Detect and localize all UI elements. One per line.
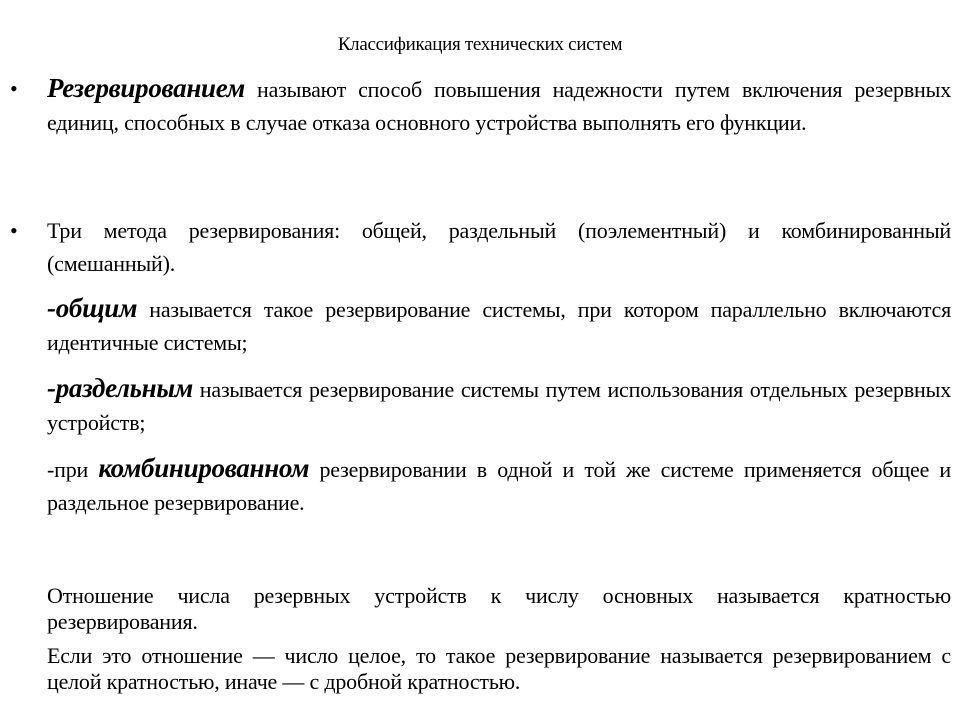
paragraph-multiplicity: Отношение числа резервных устройств к числу основных называется кратностью резервирования. (47, 583, 951, 634)
term-general: -общим (47, 293, 138, 323)
slide-title: Классификация технических систем (337, 34, 623, 55)
term-reservation: Резервированием (47, 73, 245, 103)
separate-text: называется резервирование системы путем использования отдельных резервных устройств; (47, 377, 951, 435)
paragraph-definition (47, 72, 951, 139)
combined-prefix: -при (47, 457, 99, 482)
paragraph-combined (47, 452, 951, 519)
general-text: называется такое резервирование системы, при котором параллельно включаются идентичные системы; (47, 297, 951, 355)
paragraph-separate (47, 372, 951, 439)
combined-text: резервировании в одной и той же системе применяется общее и раздельное резервирование. (47, 457, 951, 515)
bullet-icon: • (10, 76, 18, 101)
bullet-icon: • (10, 218, 18, 243)
paragraph-integer-multiplicity: Если это отношение — число целое, то такое резервирование называется резервированием с целой кратностью, иначе — с дробной кратностью. (47, 643, 951, 694)
term-combined: комбинированном (98, 453, 310, 483)
definition-text: называют способ повышения надежности путем включения резервных единиц, способных в случае отказа основного устройства выполнять его функции. (47, 77, 951, 135)
paragraph-methods: Три метода резервирования: общей, раздельный (поэлементный) и комбинированный (смешанный). (47, 218, 951, 276)
paragraph-general (47, 292, 951, 359)
term-separate: -раздельным (47, 373, 193, 403)
